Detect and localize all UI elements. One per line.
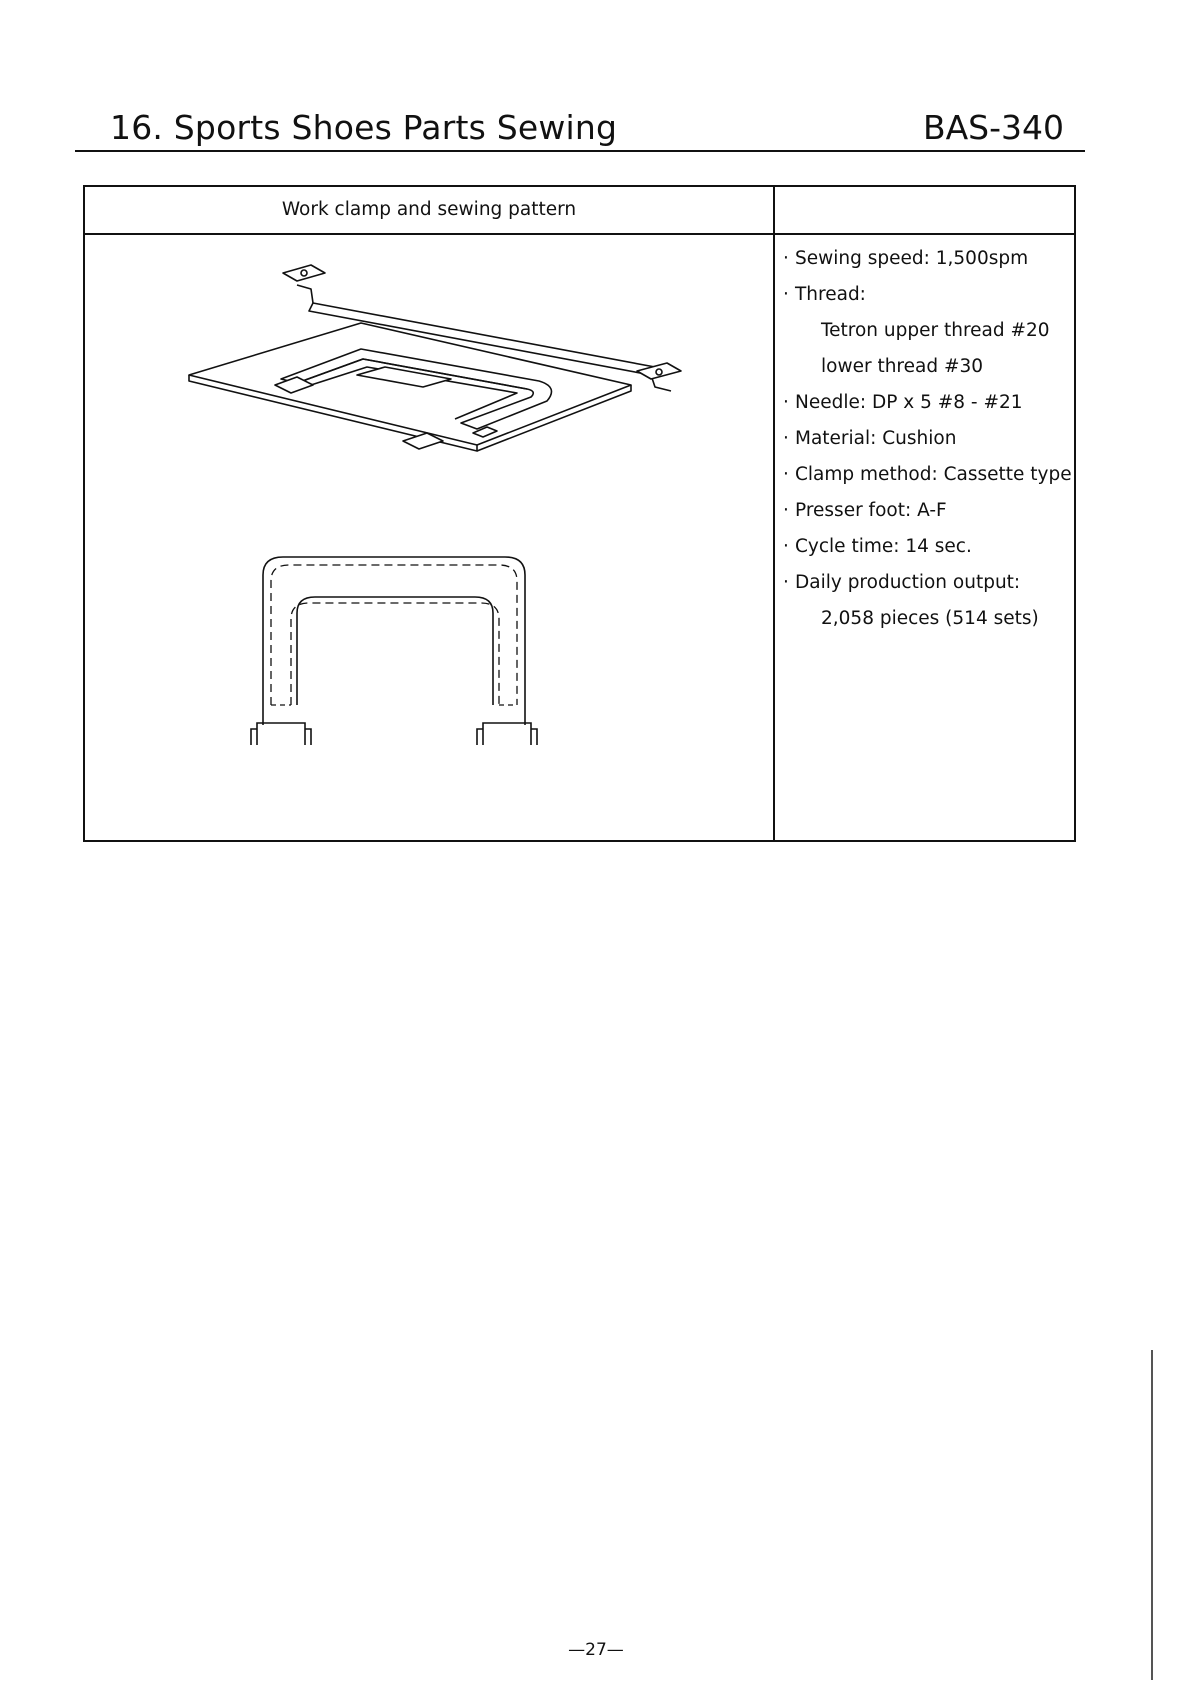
bullet-dot: ·: [783, 536, 789, 557]
spec-lower-thread: [783, 349, 1073, 385]
spec-daily-output: [783, 565, 1073, 601]
spec-text: Material: Cushion: [795, 428, 957, 449]
page-title: 16. Sports Shoes Parts Sewing: [110, 108, 618, 147]
spec-text: Thread:: [795, 284, 866, 305]
spec-text: Needle: DP x 5 #8 - #21: [795, 392, 1023, 413]
spec-upper-thread: [783, 313, 1073, 349]
spec-list: [783, 241, 1073, 637]
page-number: —27—: [568, 1640, 624, 1660]
work-clamp-drawings: [85, 235, 773, 840]
spec-needle: [783, 385, 1073, 421]
spec-thread: [783, 277, 1073, 313]
spec-text: Presser foot: A-F: [795, 500, 947, 521]
model-number: BAS-340: [922, 108, 1064, 147]
spec-output-pieces: [783, 601, 1073, 637]
spec-text: Tetron upper thread #20: [821, 320, 1050, 341]
spec-material: [783, 421, 1073, 457]
sewing-pattern-illustration: [251, 557, 537, 745]
spec-text: 2,058 pieces (514 sets): [821, 608, 1039, 629]
bullet-dot: ·: [783, 284, 789, 305]
bullet-dot: ·: [783, 248, 789, 269]
bullet-dot: ·: [783, 572, 789, 593]
scan-edge-line: [1151, 1350, 1153, 1680]
spec-table: [83, 185, 1076, 842]
spec-text: Sewing speed: 1,500spm: [795, 248, 1029, 269]
spec-text: lower thread #30: [821, 356, 984, 377]
spec-presser-foot: [783, 493, 1073, 529]
bullet-dot: ·: [783, 428, 789, 449]
spec-sewing-speed: [783, 241, 1073, 277]
bullet-dot: ·: [783, 464, 789, 485]
header-rule: [75, 150, 1085, 152]
work-clamp-illustration: [189, 265, 681, 451]
bullet-dot: ·: [783, 500, 789, 521]
bullet-dot: ·: [783, 392, 789, 413]
spec-clamp-method: [783, 457, 1073, 493]
spec-text: Daily production output:: [795, 572, 1021, 593]
spec-text: Clamp method: Cassette type: [795, 464, 1072, 485]
spec-cycle-time: [783, 529, 1073, 565]
column-divider: [773, 187, 775, 840]
table-heading-work-clamp: Work clamp and sewing pattern: [281, 199, 577, 220]
spec-text: Cycle time: 14 sec.: [795, 536, 972, 557]
